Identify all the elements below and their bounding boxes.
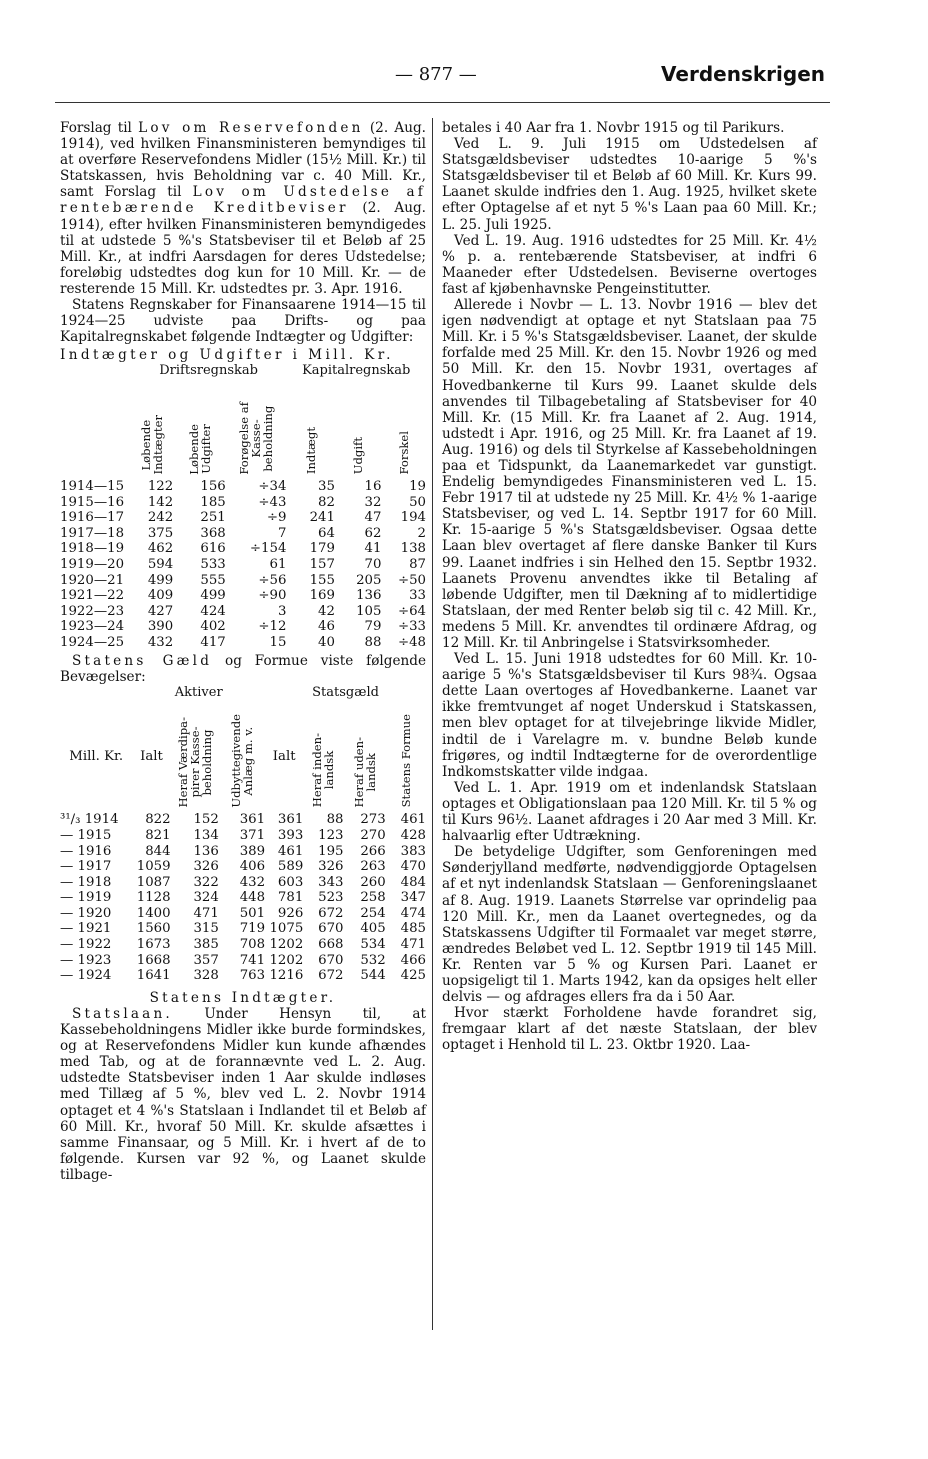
table-cell: 594 — [147, 556, 174, 572]
col-statens-formue: Statens Formue — [398, 714, 413, 808]
table-cell: 603 — [277, 874, 304, 890]
table-row — [60, 635, 426, 651]
col-mill-kr: Mill. Kr. — [69, 748, 124, 764]
table-cell: 474 — [400, 905, 426, 921]
paragraph-r8: Hvor stærkt Forholdene havde forandret sig, fremgaar klart af det næste Statslaan, der blev optaget i Henhold til L. 23. Oktbr 1920. Laa- — [442, 1005, 817, 1054]
table-cell: 425 — [400, 968, 426, 984]
table-cell: 326 — [193, 859, 219, 875]
table-cell: 50 — [409, 494, 426, 510]
table-cell: 1400 — [136, 905, 171, 921]
table-cell: 156 — [200, 479, 226, 494]
table-gaeld-formue — [60, 685, 426, 984]
table-cell: 428 — [400, 827, 426, 843]
row-label: 1914—15 — [60, 479, 125, 494]
table-cell: 105 — [356, 603, 382, 619]
table-cell: 61 — [269, 556, 287, 572]
table-row — [60, 619, 426, 635]
table-cell: 138 — [400, 541, 426, 557]
table-cell: 383 — [400, 843, 426, 859]
table-cell: 270 — [360, 827, 386, 843]
table-cell: ÷33 — [397, 619, 426, 635]
table-cell: 152 — [193, 812, 219, 828]
table-cell: 406 — [239, 859, 266, 875]
row-label: 1924—25 — [60, 634, 125, 650]
table-cell: 179 — [309, 541, 335, 557]
table-cell: 672 — [318, 905, 344, 921]
paragraph-r1: betales i 40 Aar fra 1. Novbr 1915 og til Parikurs. — [442, 120, 785, 136]
table-cell: 389 — [239, 843, 266, 859]
table-cell: 273 — [360, 812, 386, 828]
group-statsgaeld: Statsgæld — [312, 684, 379, 700]
table-cell: ÷34 — [258, 479, 287, 494]
table-indtaegter-udgifter — [60, 363, 426, 650]
row-label: — 1918 — [60, 874, 112, 890]
row-label: 1917—18 — [60, 525, 125, 541]
table-cell: 328 — [193, 968, 219, 984]
table-cell: 134 — [193, 827, 219, 843]
table-cell: ÷48 — [397, 634, 426, 650]
table-cell: 523 — [318, 890, 344, 906]
table-cell: 88 — [364, 634, 382, 650]
table-cell: 1202 — [269, 952, 304, 968]
table-cell: 448 — [239, 890, 266, 906]
table-cell: ÷154 — [249, 541, 287, 557]
table-cell: 1128 — [136, 890, 171, 906]
table-cell: 41 — [364, 541, 382, 557]
table-cell: 371 — [239, 827, 266, 843]
table-cell: 393 — [277, 827, 304, 843]
group-drift: Driftsregnskab — [159, 363, 258, 379]
table-cell: 385 — [193, 937, 219, 953]
table-cell: 466 — [400, 952, 426, 968]
col-ialt-gaeld: Ialt — [272, 748, 296, 764]
col-udbyttegivende: Udbyttegivende Anlæg m. v. — [228, 714, 255, 808]
paragraph-r5: Ved L. 15. Juni 1918 udstedtes for 60 Mill. Kr. 10-aarige 5 %'s Statsgældsbeviser til Kurs 98¾. Ogsaa dette Laan overtoges af Hovedbankerne. Laanet var ikke fremtvunget af noget Underskud i Statskassen, men blev optaget for at tilvejebringe likvide Midler, indtil de i Varelagre m. v. bundne Beløb kunde frigøres, og indtil Indtægterne for de overordentlige Indkomstskatter vilde indgaa. — [442, 651, 817, 780]
paragraph-gaeld: Statens Gæld og Formue viste følgende Bevægelser: — [60, 652, 426, 685]
table-row — [60, 495, 426, 511]
table-row — [60, 828, 426, 844]
table-cell: 719 — [239, 921, 266, 937]
table-cell: 260 — [360, 874, 386, 890]
table-cell: 169 — [309, 588, 335, 604]
table-cell: 195 — [318, 843, 344, 859]
table-cell: 122 — [147, 479, 174, 494]
table-cell: 484 — [400, 874, 426, 890]
col-forogelse: Forøgelse af Kasse- beholdning — [237, 401, 276, 475]
table-cell: ÷90 — [258, 588, 287, 604]
table-cell: 87 — [409, 556, 426, 572]
table-row — [60, 937, 426, 953]
table-cell: 32 — [364, 494, 382, 510]
table-cell: 343 — [318, 874, 344, 890]
table-cell: 1673 — [136, 937, 171, 953]
table-cell: ÷50 — [397, 572, 426, 588]
table-cell: 616 — [200, 541, 226, 557]
table-cell: 322 — [193, 874, 219, 890]
table-cell: 763 — [239, 968, 266, 984]
table-cell: 462 — [147, 541, 174, 557]
paragraph-r7: De betydelige Udgifter, som Genforeningen med Sønderjylland medførte, nødvendiggjorde Optagelsen af et nyt indenlandsk Statslaan — Genforeningslaanet af 8. Aug. 1919. Laanets Størrelse var oprindelig paa 120 Mill. Kr., men da Laanet overtegnedes, og da Statskassens Udgifter til Formaalet var meget større, ændredes Beløbet ved L. 12. Septbr 1919 til 145 Mill. Kr. Renten var 5 % og Kursen Pari. Laanet er uopsigeligt til 1. Marts 1942, kan da opsiges helt eller delvis — og afdrages ellers fra da i 50 Aar. — [442, 844, 817, 1006]
group-kapital: Kapitalregnskab — [302, 363, 411, 379]
table-cell: 15 — [269, 634, 287, 650]
table-cell: 471 — [400, 937, 426, 953]
table-cell: 822 — [145, 812, 171, 828]
col-udgift: Udgift — [351, 437, 366, 475]
table-cell: 485 — [400, 921, 426, 937]
running-title: Verdenskrigen — [661, 62, 825, 86]
row-label: 1919—20 — [60, 556, 125, 572]
col-forskel: Forskel — [396, 430, 411, 475]
table-cell: 926 — [277, 905, 304, 921]
table-row — [60, 479, 426, 495]
col-udenlandsk: Heraf uden- landsk — [351, 737, 378, 808]
table-cell: 361 — [239, 812, 266, 828]
row-label: 1918—19 — [60, 541, 125, 557]
table-cell: 62 — [364, 525, 382, 541]
table-row — [60, 890, 426, 906]
row-label: 1923—24 — [60, 619, 125, 635]
table-cell: 19 — [409, 479, 426, 494]
table-cell: 266 — [360, 843, 386, 859]
row-label: 1921—22 — [60, 588, 125, 604]
table-cell: 88 — [326, 812, 344, 828]
row-label: — 1921 — [60, 921, 112, 937]
table-cell: 142 — [147, 494, 174, 510]
table-cell: 258 — [360, 890, 386, 906]
paragraph-r6: Ved L. 1. Apr. 1919 om et indenlandsk Statslaan optages et Obligationslaan paa 120 Mill. Kr. til 5 % og til Kurs 96½. Laanet afdrages i 20 Aar med 3 Mill. Kr. halvaarlig efter Udtrækning. — [442, 779, 817, 845]
table-cell: 1668 — [136, 952, 171, 968]
table-cell: 357 — [193, 952, 219, 968]
row-label: — 1924 — [60, 968, 112, 984]
table-cell: 405 — [360, 921, 386, 937]
table-cell: 136 — [193, 843, 219, 859]
table-cell: 670 — [318, 921, 344, 937]
table-cell: 361 — [277, 812, 304, 828]
paragraph-r4: Allerede i Novbr — L. 13. Novbr 1916 — blev det igen nødvendigt at optage et nyt Statslaan paa 75 Mill. Kr. i 5 %'s Statsgældsbeviser. Laanet, der skulde forfalde med 25 Mill. Kr. den 15. Novbr 1926 og med 50 Mill. Kr. den 15. Novbr 1931, overtages af Hovedbankerne til Kurs 99. Laanet skulde dels anvendes til Tilbagebetaling af Statsbeviser for 40 Mill. Kr. (15 Mill. Kr. fra Laanet af 2. Aug. 1914, udstedt i Apr. 1916, og 25 Mill. Kr. fra Laanet af 19. Aug. 1916) og dels til Styrkelse af Kassebeholdningen paa et Tidspunkt, da Laanemarkedet var gunstigt. Endelig bemyndigedes Finansministeren ved L. 15. Febr 1917 til at udstede ny 25 Mill. Kr. 4½ % 1-aarige Statsbeviser, og ved L. 14. Septbr 1917 for 60 Mill. Kr. 15-aarige 5 %'s Statsgældsbeviser. Ogsaa dette Laan blev overtaget af flere danske Banker til Kurs 99. Laanet indfries i sin Helhed den 15. Septbr 1932. Laanets Provenu anvendtes ikke til Betaling af løbende Udgifter, men til Dækning af to midlertidige Statslaan, der med Renter beløb sig til c. 42 Mill. Kr., medens 5 Mill. Kr. anvendtes til ordinære Afdrag, og 12 Mill. Kr. til Anbringelse i Statsvirksomheder. — [442, 297, 817, 651]
table-cell: 844 — [145, 843, 171, 859]
group-aktiver: Aktiver — [174, 684, 223, 700]
table-row — [60, 906, 426, 922]
table-cell: 1560 — [136, 921, 171, 937]
table-row — [60, 921, 426, 937]
table1-title: Indtægter og Udgifter i Mill. Kr. — [60, 347, 394, 364]
table-row — [60, 812, 426, 828]
table-cell: 533 — [200, 556, 226, 572]
table-cell: 375 — [147, 525, 174, 541]
paragraph-reservefond: Forslag til Lov om Reservefonden (2. Aug. 1914), ved hvilken Finansministeren bemyndiges til at overføre Reservefondens Midler (15½ Mill. Kr.) til Statskassen, hvis Beholdning var c. 40 Mill. Kr., samt Forslag til Lov om Udstedelse af rentebærende Kreditbeviser (2. Aug. 1914), efter hvilken Finansministeren bemyndigedes til at udstede 5 %'s Statsbeviser til et Beløb af 25 Mill. Kr., at indfri Aarsdagen for deres Udstedelse; foreløbig udstedtes dog kun for 10 Mill. Kr. — de resterende 15 Mill. Kr. udstedtes pr. 3. Apr. 1916. — [60, 120, 427, 297]
table-cell: 555 — [200, 572, 226, 588]
table-cell: ÷64 — [397, 603, 426, 619]
table-cell: 205 — [356, 572, 382, 588]
page-header — [55, 64, 830, 94]
table-cell: 409 — [147, 588, 174, 604]
col-indtaegt: Indtægt — [303, 427, 318, 475]
table-cell: 79 — [364, 619, 382, 635]
table-cell: ÷56 — [258, 572, 287, 588]
row-label: 1920—21 — [60, 572, 125, 588]
table-cell: 670 — [318, 952, 344, 968]
table-cell: 544 — [360, 968, 386, 984]
table-cell: ÷43 — [258, 494, 287, 510]
table-cell: 155 — [309, 572, 335, 588]
table-row — [60, 604, 426, 620]
table-row — [60, 588, 426, 604]
table-cell: 402 — [200, 619, 226, 635]
row-label: 1922—23 — [60, 603, 125, 619]
row-label: — 1919 — [60, 890, 112, 906]
table-cell: 242 — [147, 510, 174, 526]
row-label: 1915—16 — [60, 494, 125, 510]
table-cell: 672 — [318, 968, 344, 984]
table-cell: 499 — [147, 572, 174, 588]
row-label: — 1916 — [60, 843, 112, 859]
table-cell: 42 — [318, 603, 335, 619]
table-cell: 432 — [147, 634, 174, 650]
table-cell: 194 — [400, 510, 426, 526]
paragraph-statslaan: Statslaan. Under Hensyn til, at Kassebeholdningens Midler ikke burde formindskes, og at Reservefondens Midler kun kunde afhændes med Tab, og at de forannævnte ved L. 2. Aug. udstedte Statsbeviser inden 1 Aar skulde indløses med Tillæg af 5 %, blev ved L. 2. Novbr 1914 optaget et 4 %'s Statslaan i Indlandet til et Beløb af 60 Mill. Kr., hvoraf 50 Mill. Kr. skulde afsættes i samme Finansaar, og 5 Mill. Kr. i hvert af de to følgende. Kursen var 92 %, og Laanet skulde tilbage- — [60, 1005, 426, 1183]
table-cell: 424 — [200, 603, 226, 619]
table-cell: 241 — [309, 510, 335, 526]
row-label: — 1923 — [60, 952, 112, 968]
table-cell: 2 — [417, 525, 426, 541]
table-cell: 1075 — [269, 921, 304, 937]
table-cell: 263 — [360, 859, 386, 875]
table-row — [60, 875, 426, 891]
col-lob-indt: Løbende Indtægter — [138, 414, 165, 475]
row-label: ³¹/₃ 1914 — [60, 812, 119, 828]
col-ialt-aktiver: Ialt — [140, 748, 163, 764]
table-row — [60, 541, 426, 557]
table-row — [60, 859, 426, 875]
header-rule — [55, 102, 830, 103]
col-lob-udg: Løbende Udgifter — [186, 423, 213, 475]
row-label: — 1915 — [60, 827, 112, 843]
table-cell: ÷9 — [266, 510, 287, 526]
table-row — [60, 968, 426, 984]
row-label: — 1917 — [60, 859, 112, 875]
table-cell: 35 — [318, 479, 335, 494]
table-cell: 417 — [200, 634, 226, 650]
table-cell: 1216 — [269, 968, 304, 984]
section-heading-indtaegter: Statens Indtægter. — [149, 989, 337, 1006]
table-cell: 70 — [364, 556, 382, 572]
table-cell: 532 — [360, 952, 386, 968]
table-cell: 1202 — [269, 937, 304, 953]
table-cell: 1641 — [136, 968, 171, 984]
table-row — [60, 844, 426, 860]
table-cell: 427 — [147, 603, 174, 619]
table-cell: 254 — [360, 905, 386, 921]
table-cell: 40 — [318, 634, 335, 650]
table-cell: 432 — [239, 874, 266, 890]
table-cell: 471 — [193, 905, 219, 921]
table-cell: 668 — [318, 937, 344, 953]
row-label: — 1920 — [60, 905, 112, 921]
table-cell: 7 — [277, 525, 287, 541]
table-cell: 347 — [400, 890, 426, 906]
table-cell: 461 — [400, 812, 426, 828]
table-cell: 3 — [277, 603, 287, 619]
column-rule — [432, 118, 433, 1330]
table-cell: 64 — [318, 525, 335, 541]
table-cell: 499 — [200, 588, 226, 604]
table-cell: 324 — [193, 890, 219, 906]
row-label: — 1922 — [60, 937, 112, 953]
table-cell: ÷12 — [258, 619, 287, 635]
table-cell: 741 — [239, 952, 266, 968]
table-cell: 136 — [356, 588, 382, 604]
table-cell: 461 — [277, 843, 304, 859]
table-cell: 16 — [364, 479, 382, 494]
table-cell: 1087 — [136, 874, 171, 890]
table-row — [60, 510, 426, 526]
table-cell: 33 — [409, 588, 426, 604]
table-cell: 1059 — [136, 859, 171, 875]
table-cell: 534 — [360, 937, 386, 953]
table-cell: 781 — [277, 890, 304, 906]
table-cell: 185 — [200, 494, 226, 510]
table-cell: 123 — [318, 827, 344, 843]
table-cell: 46 — [318, 619, 335, 635]
table-cell: 326 — [318, 859, 344, 875]
table-cell: 368 — [200, 525, 226, 541]
table-row — [60, 526, 426, 542]
table-cell: 315 — [193, 921, 219, 937]
paragraph-regnskaber: Statens Regnskaber for Finansaarene 1914—15 til 1924—25 udviste paa Drifts- og paa Kapitalregnskabet følgende Indtægter og Udgifter: — [60, 297, 426, 346]
table-cell: 157 — [309, 556, 335, 572]
table-cell: 390 — [147, 619, 174, 635]
table-cell: 501 — [239, 905, 266, 921]
table-cell: 821 — [145, 827, 171, 843]
paragraph-r2: Ved L. 9. Juli 1915 om Udstedelsen af Statsgældsbeviser udstedtes 10-aarige 5 %'s Statsgældsbeviser til et Beløb af 60 Mill. Kr. Kurs 99. Laanet skulde indfries den 1. Aug. 1925, hvilket skete efter Optagelse af et nyt 5 %'s Laan paa 60 Mill. Kr.; L. 25. Juli 1925. — [442, 136, 817, 233]
table-cell: 251 — [200, 510, 226, 526]
page-number: — 877 — — [395, 64, 477, 85]
paragraph-r3: Ved L. 19. Aug. 1916 udstedtes for 25 Mill. Kr. 4½ % p. a. rentebærende Statsbeviser, at indfri 6 Maaneder efter Udstedelsen. Beviserne overtoges fast af kjøbenhavnske Pengeinstitutter. — [442, 232, 817, 297]
table-row — [60, 953, 426, 969]
table-row — [60, 573, 426, 589]
right-column — [442, 120, 817, 1053]
col-indenlandsk: Heraf inden- landsk — [310, 733, 337, 808]
table-row — [60, 557, 426, 573]
left-column — [60, 120, 426, 1183]
table-cell: 470 — [400, 859, 426, 875]
table-cell: 589 — [277, 859, 304, 875]
col-vaerdipapirer: Heraf Værdipa- pirer Kasse- beholdning — [175, 717, 214, 808]
table-cell: 82 — [318, 494, 335, 510]
row-label: 1916—17 — [60, 510, 125, 526]
table-cell: 708 — [239, 937, 266, 953]
table-cell: 47 — [364, 510, 382, 526]
